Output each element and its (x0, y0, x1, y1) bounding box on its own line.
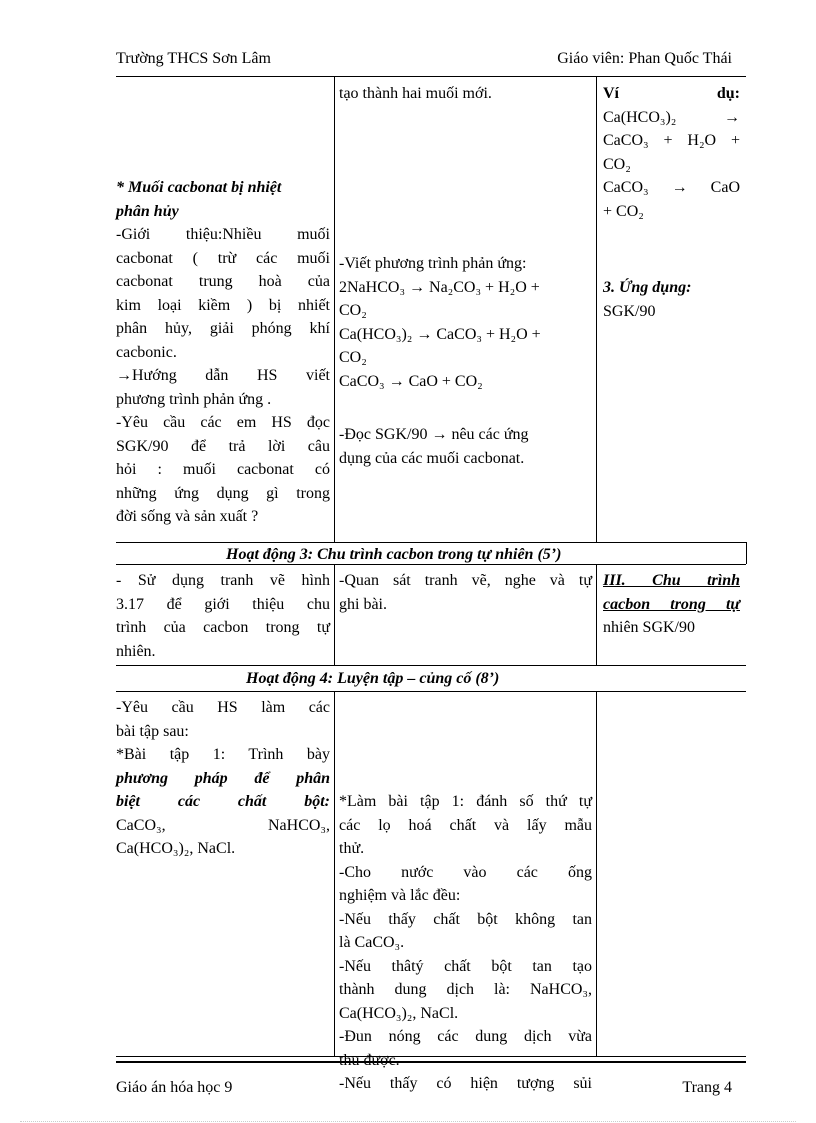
text-line: trình của cacbon trong tự (116, 619, 330, 636)
school-name: Trường THCS Sơn Lâm (116, 50, 271, 67)
page-footer (116, 1079, 746, 1103)
teacher-activity-cell (116, 176, 330, 529)
text-line: 2NaHCO₃ → Na₂CO₃ + H₂O + (339, 278, 540, 296)
col-divider-2 (596, 76, 597, 542)
content-cell (603, 569, 740, 640)
text-line: bài tập sau: (116, 722, 189, 740)
text-line: -Giới thiệu:Nhiều muối (116, 226, 330, 243)
text-line: -Viết phương trình phản ứng: (339, 255, 527, 272)
text-line: *Bài tập 1: Trình bày (116, 746, 330, 763)
text-line: CaCO₃ → CaO + CO₂ (339, 372, 483, 390)
text-line: - Sử dụng tranh vẽ hình (116, 572, 330, 589)
student-activity-cell (339, 423, 592, 470)
text-line: CaCO₃ + H₂O + (603, 132, 740, 149)
text-line: -Cho nước vào các ống (339, 863, 592, 881)
student-activity-cell (339, 790, 592, 1096)
col-divider-1 (334, 691, 335, 1056)
text-line: -Đun nóng các dung dịch vừa (339, 1028, 592, 1045)
teacher-name: Giáo viên: Phan Quốc Thái (557, 50, 732, 67)
text-line: Ca(HCO₃)₂, NaCl. (116, 840, 236, 857)
page-number: Trang 4 (682, 1079, 732, 1096)
text-line: -Nếu thâtý chất bột tan tạo (339, 957, 592, 975)
text-line: CO₂ (339, 349, 367, 366)
text-line: cacbonat trung hoà của (116, 273, 330, 290)
text-line: là CaCO₃. (339, 934, 405, 951)
text-line: -Nếu thấy chất bột không tan (339, 910, 592, 928)
text-line: →Hướng dẫn HS viết (116, 367, 330, 384)
row-divider (116, 665, 746, 666)
text-line: nhiên SGK/90 (603, 619, 695, 636)
text-line: biệt các chất bột: (116, 793, 330, 810)
text-line: phân hủy, giải phóng khí (116, 320, 330, 337)
text-line: nghiệm và lắc đều: (339, 887, 461, 904)
text-line: hỏi : muối cacbonat có (116, 461, 330, 478)
activity-3-title: Hoạt động 3: Chu trình cacbon trong tự nhiên (5’) (226, 546, 562, 563)
text-line: những ứng dụng gì trong (116, 484, 330, 502)
text-line: CaCO₃ → CaO (603, 179, 740, 196)
text-line: -Yêu cầu các em HS đọc (116, 414, 330, 431)
text-line: *Làm bài tập 1: đánh số thứ tự (339, 793, 592, 810)
col-divider-2 (596, 564, 597, 665)
content-cell (603, 276, 740, 323)
col-divider-1 (334, 76, 335, 542)
text-line: thu được. (339, 1051, 400, 1069)
text-line: * Muối cacbonat bị nhiệt (116, 179, 282, 196)
student-activity-cell (339, 252, 592, 393)
text-line: phương pháp để phân (116, 769, 330, 787)
col-divider-2 (596, 691, 597, 1056)
text-line: Ví dụ: (603, 85, 740, 102)
student-activity-cell (339, 82, 592, 106)
page-edge-divider (20, 1121, 796, 1122)
text-line: thử. (339, 840, 365, 857)
subject-label: Giáo án hóa học 9 (116, 1079, 233, 1096)
teacher-activity-cell (116, 696, 330, 861)
col-divider-1 (334, 564, 335, 665)
text-line: + CO₂ (603, 202, 644, 220)
text-line: phương trình phản ứng . (116, 390, 272, 408)
text-line: đời sống và sản xuất ? (116, 508, 259, 525)
text-line: cacbonic. (116, 343, 177, 361)
activity-4-title: Hoạt động 4: Luyện tập – củng cố (8’) (246, 670, 500, 687)
text-line: phân hủy (116, 202, 179, 220)
teacher-activity-cell (116, 569, 330, 663)
text-line: ghi bài. (339, 595, 387, 613)
text-line: Ca(HCO₃)₂ → (603, 108, 740, 126)
text-line: -Yêu cầu HS làm các (116, 699, 330, 716)
text-line: SGK/90 để trả lời câu (116, 437, 330, 455)
text-line: -Quan sát tranh vẽ, nghe và tự (339, 572, 592, 589)
row-divider (116, 691, 746, 692)
row-right-border (746, 542, 747, 564)
text-line: Ca(HCO₃)₂ → CaCO₃ + H₂O + (339, 325, 541, 343)
section-heading: III. Chu trình (603, 572, 740, 589)
page-header (116, 50, 746, 74)
text-line: các lọ hoá chất và lấy mẫu (339, 816, 592, 834)
text-line: cacbonat ( trừ các muối (116, 249, 330, 267)
text-line: dụng của các muối cacbonat. (339, 449, 525, 467)
text-line: 3.17 để giới thiệu chu (116, 595, 330, 613)
text-line: CaCO₃, NaHCO₃, (116, 816, 330, 834)
section-heading: 3. Ứng dụng: (603, 279, 692, 296)
text-line: tạo thành hai muối mới. (339, 85, 492, 102)
text-line: -Đọc SGK/90 → nêu các ứng (339, 426, 529, 443)
text-line: Ca(HCO₃)₂, NaCl. (339, 1004, 459, 1022)
text-line: nhiên. (116, 642, 156, 660)
content-cell (603, 82, 740, 223)
text-line: CO₂ (339, 302, 367, 319)
student-activity-cell (339, 569, 592, 616)
text-line: CO₂ (603, 155, 631, 173)
text-line: SGK/90 (603, 302, 656, 320)
text-line: kim loại kiềm ) bị nhiết (116, 296, 330, 314)
table-top-border (116, 76, 746, 77)
section-heading: cacbon trong tự (603, 595, 740, 613)
text-line: -Nếu thấy có hiện tượng sủi (339, 1075, 592, 1092)
text-line: thành dung dịch là: NaHCO₃, (339, 981, 592, 998)
